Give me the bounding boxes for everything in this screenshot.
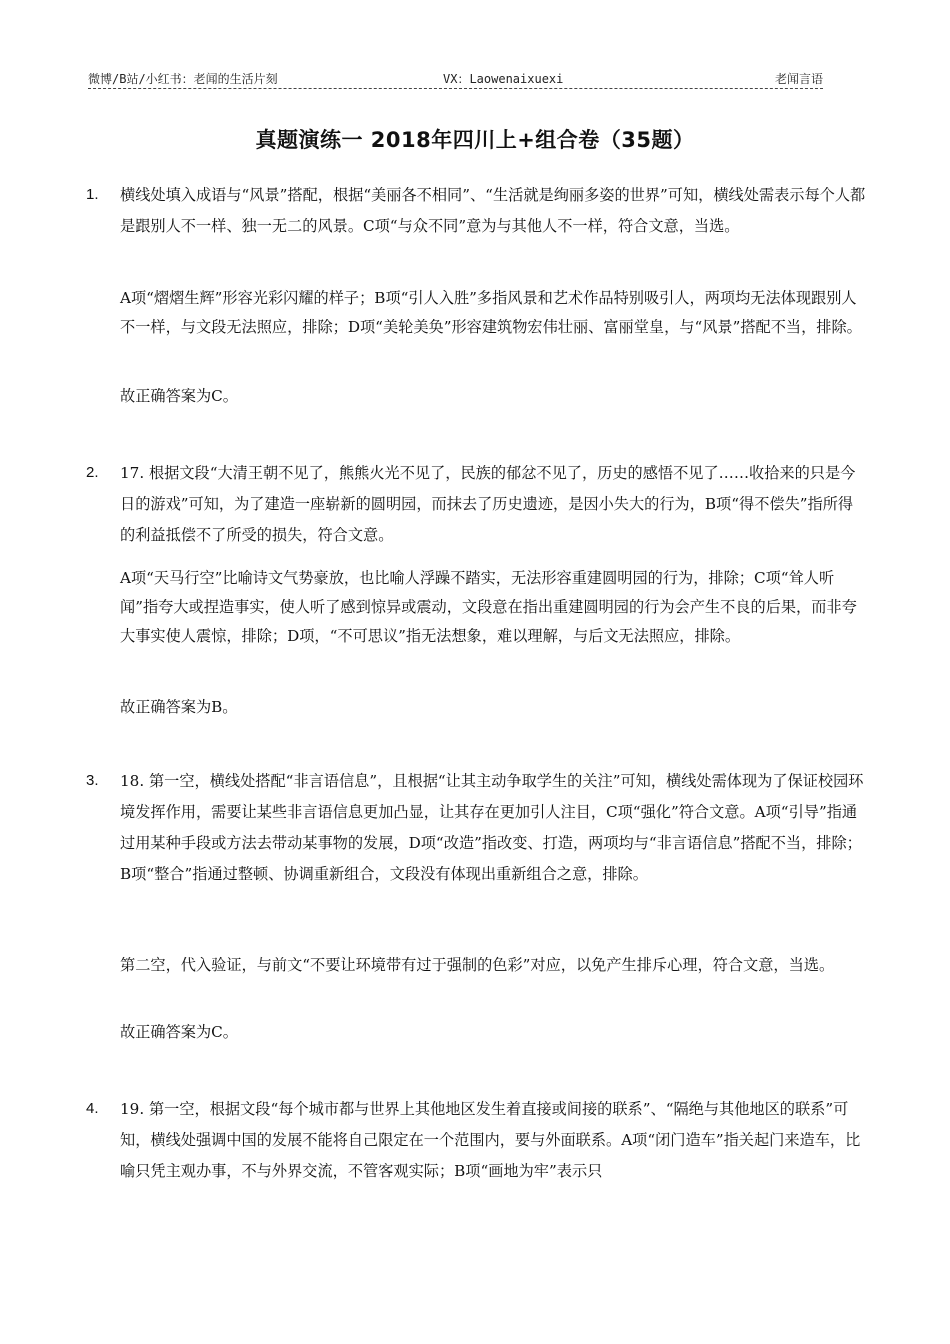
question-answer: 故正确答案为C。 xyxy=(120,387,238,405)
header-social: 微博/B站/小红书：老闻的生活片刻 xyxy=(88,72,278,86)
page-header xyxy=(88,70,823,90)
question-lead: 横线处填入成语与“风景”搭配，根据“美丽各不相同”、“生活就是绚丽多姿的世界”可知，横线处需表示每个人都是跟别人不一样、独一无二的风景。C项“与众不同”意为与其他人不一样，符合文意，当选。 xyxy=(120,186,866,235)
header-wechat: VX：Laowenaixuexi xyxy=(443,72,564,86)
question-lead: 18. 第一空，横线处搭配“非言语信息”，且根据“让其主动争取学生的关注”可知，横线处需体现为了保证校园环境发挥作用，需要让某些非言语信息更加凸显，让其存在更加引人注目，C项“强化”符合文意。A项“引导”指通过用某种手段或方法去带动某事物的发展，D项“改造”指改变、打造，两项均与“非言语信息”搭配不当，排除；B项“整合”指通过整顿、协调重新组合，文段没有体现出重新组合之意，排除。 xyxy=(120,772,864,883)
header-divider xyxy=(88,88,823,89)
question-lead: 17. 根据文段“大清王朝不见了，熊熊火光不见了，民族的郁忿不见了，历史的感悟不见了……收拾来的只是今日的游戏”可知，为了建造一座崭新的圆明园，而抹去了历史遗迹，是因小失大的行为，B项“得不偿失”指所得的利益抵偿不了所受的损失，符合文意。 xyxy=(120,464,856,544)
question-explanation: 第二空，代入验证，与前文“不要让环境带有过于强制的色彩”对应，以免产生排斥心理，符合文意，当选。 xyxy=(120,956,835,974)
question-lead: 19. 第一空，根据文段“每个城市都与世界上其他地区发生着直接或间接的联系”、“隔绝与其他地区的联系”可知，横线处强调中国的发展不能将自己限定在一个范围内，要与外面联系。A项“闭门造车”指关起门来造车，比喻只凭主观办事，不与外界交流，不管客观实际；B项“画地为牢”表示只 xyxy=(120,1100,861,1180)
question-answer: 故正确答案为C。 xyxy=(120,1023,238,1041)
question-number: 2. xyxy=(86,464,99,481)
question-answer: 故正确答案为B。 xyxy=(120,698,238,716)
question-number: 4. xyxy=(86,1100,99,1117)
question-explanation: A项“天马行空”比喻诗文气势豪放，也比喻人浮躁不踏实，无法形容重建圆明园的行为，排除；C项“耸人听闻”指夸大或捏造事实，使人听了感到惊异或震动，文段意在指出重建圆明园的行为会产生不良的后果，而非夸大事实使人震惊，排除；D项，“不可思议”指无法想象，难以理解，与后文无法照应，排除。 xyxy=(120,569,857,645)
question-number: 1. xyxy=(86,186,99,203)
question-explanation: A项“熠熠生辉”形容光彩闪耀的样子；B项“引人入胜”多指风景和艺术作品特别吸引人，两项均无法体现跟别人不一样，与文段无法照应，排除；D项“美轮美奂”形容建筑物宏伟壮丽、富丽堂皇，与“风景”搭配不当，排除。 xyxy=(120,289,862,336)
page-title: 真题演练一 2018年四川上+组合卷（35题） xyxy=(255,128,695,152)
question-number: 3. xyxy=(86,772,99,789)
header-brand: 老闻言语 xyxy=(774,72,823,86)
